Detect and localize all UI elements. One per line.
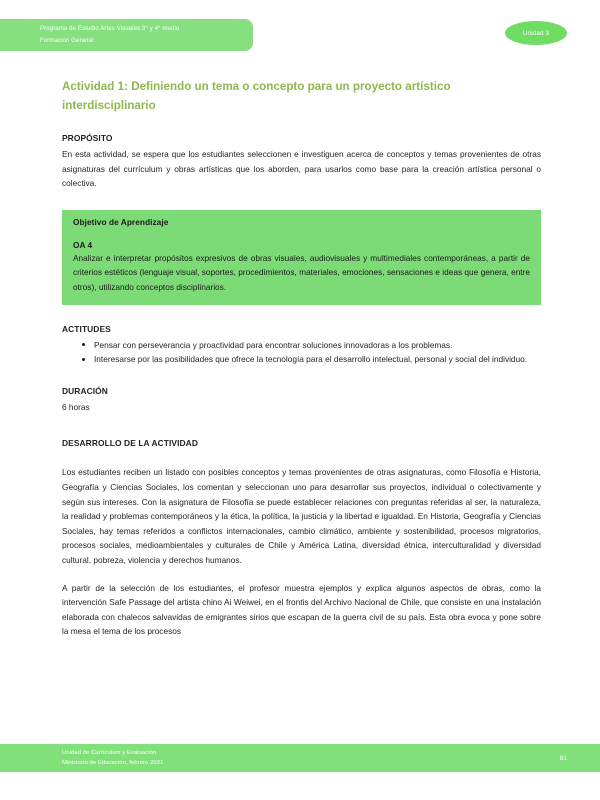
page-number: 81	[559, 754, 567, 762]
spacer	[62, 452, 541, 465]
bullet-icon	[82, 343, 85, 346]
program-banner-line-1: Programa de Estudio Artes Visuales 3° y 4° medio	[40, 25, 180, 32]
unit-badge-label: Unidad 3	[522, 29, 550, 37]
list-item	[62, 352, 541, 366]
page-header	[0, 19, 600, 51]
spacer	[62, 367, 541, 386]
activity-title: Actividad 1: Definiendo un tema o concepto para un proyecto artístico interdisciplinario	[62, 80, 451, 112]
proposito-text: En esta actividad, se espera que los estudiantes seleccionen e investiguen acerca de conceptos y temas provenientes de otras asignaturas del currículum y obras artísticas que los aborden, para usarlos como base para la creación artística personal o colectiva.	[62, 149, 541, 189]
program-banner	[0, 19, 253, 51]
spacer	[62, 191, 541, 210]
spacer	[62, 414, 541, 438]
spacer	[62, 568, 541, 581]
objetivo-text: Analizar e interpretar propósitos expresivos de obras visuales, audiovisuales y multimediales contemporáneas, a partir de criterios estéticos (lenguaje visual, soportes, procedimientos, materiales, emociones, sensaciones e ideas que genera, entre otros), utilizando conceptos disciplinarios.	[73, 252, 530, 292]
actitudes-heading: ACTITUDES	[62, 324, 111, 334]
list-item-label: Pensar con perseverancia y proactividad para encontrar soluciones innovadoras a los problemas.	[94, 340, 453, 350]
footer-line-1: Unidad de Currículum y Evaluación	[62, 750, 157, 756]
list-item-label: Interesarse por las posibilidades que ofrece la tecnología para el desarrollo intelectual, personal y social del individuo.	[94, 354, 528, 365]
desarrollo-heading: DESARROLLO DE LA ACTIVIDAD	[62, 438, 198, 449]
duracion-value: 6 horas	[62, 401, 90, 412]
document-content	[62, 78, 541, 639]
spacer	[62, 305, 541, 324]
objetivo-code: OA 4	[73, 239, 93, 250]
page-footer	[0, 744, 600, 772]
unit-badge	[505, 21, 567, 45]
actitudes-list	[62, 338, 541, 367]
bullet-icon	[82, 358, 85, 361]
desarrollo-paragraph-1: Los estudiantes reciben un listado con posibles conceptos y temas provenientes de otras asignaturas, como Filosofía e Historia, Geografía y Ciencias Sociales, los comentan y seleccionan uno para desarrollar sus proyectos, individual o colectivamente y según sus intereses. Con la asignatura de Filosofía se puede establecer relaciones con preguntas referidas al ser, la naturaleza, la realidad y problemas contemporáneos y la ética, la política, la justicia y la libertad e igualdad. En Historia, Geografía y Ciencias Sociales, hay temas referidos a conflictos internacionales, cambio climático, ambiente y sostenibilidad, procesos migratorios, procesos sociales, medioambientales y culturales de Chile y América Latina, diversidad étnica, interculturalidad y diversidad cultural, pobreza, violencia y derechos humanos.	[62, 467, 541, 565]
proposito-heading: PROPÓSITO	[62, 133, 113, 143]
program-banner-line-2: Formación General	[40, 36, 94, 44]
list-item	[62, 338, 541, 352]
objetivo-box-title: Objetivo de Aprendizaje	[73, 216, 169, 227]
duracion-heading: DURACIÓN	[62, 385, 108, 396]
footer-credits	[62, 748, 163, 768]
objetivo-aprendizaje-box	[62, 210, 541, 305]
desarrollo-paragraph-2: A partir de la selección de los estudiantes, el profesor muestra ejemplos y explica algunos aspectos de obras, como la intervención Safe Passage del artista chino Ai Weiwei, en el frontis del Archivo Nacional de Chile, que consiste en una instalación elaborada con chalecos salvavidas de emigrantes sirios que escapan de la guerra civil de su país. Esta obra evoca y pone sobre la mesa el tema de los procesos	[62, 582, 541, 637]
footer-line-2: Ministerio de Educación, febrero 2021	[62, 760, 164, 766]
